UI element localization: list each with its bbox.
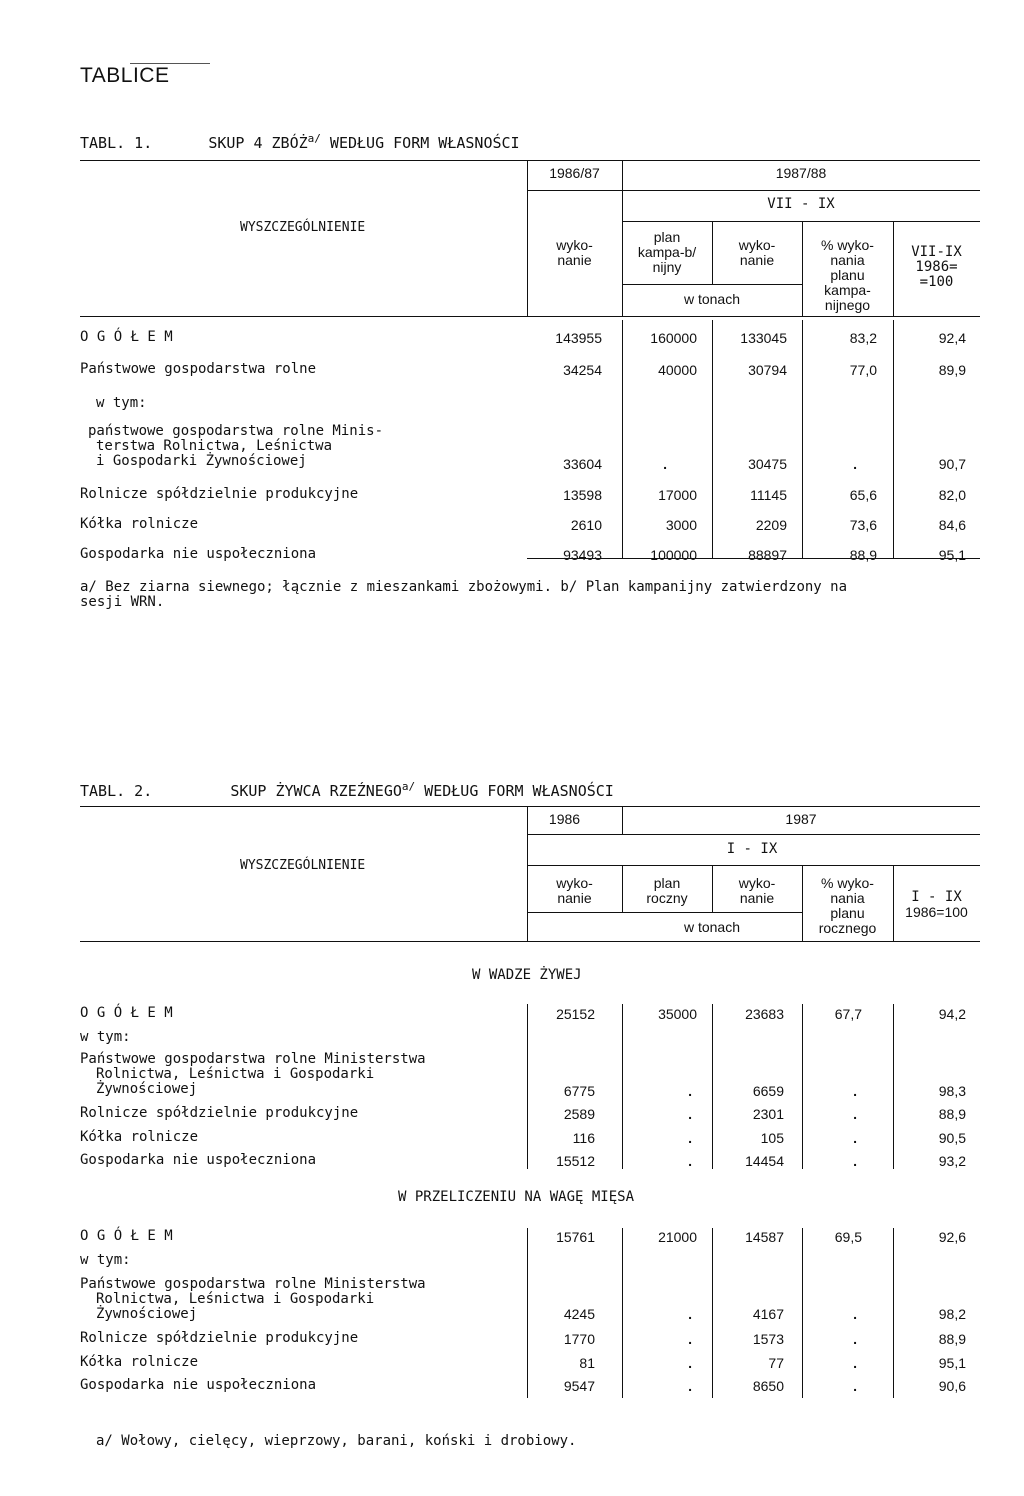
table2-header-1986: 1986 [548, 811, 581, 827]
row-label: O G Ó Ł E M [80, 329, 173, 345]
table1-title-footnote-ref: a/ [307, 132, 321, 145]
cell: 95,1 [938, 547, 966, 563]
row-label: Gospodarka nie uspołeczniona [80, 546, 317, 562]
cell: 23683 [745, 1006, 784, 1022]
table2-footnote: a/ Wołowy, cielęcy, wieprzowy, barani, koński i drobiowy. [96, 1433, 577, 1449]
cell: 11145 [750, 487, 787, 503]
table1-header-col2: plan kampa-b/ nijny [637, 229, 697, 275]
cell: 30794 [748, 362, 787, 378]
section-label-rule [130, 63, 210, 64]
cell: . [853, 1083, 857, 1099]
cell: . [853, 1355, 857, 1371]
cell: 65,6 [849, 487, 877, 503]
row-label: Rolnicze spółdzielnie produkcyjne [80, 1330, 359, 1346]
section-label: TABLICE [80, 64, 170, 87]
row-label: Państwowe gospodarstwa rolne Ministerstwa Rolnictwa, Leśnictwa i Gospodarki Żywnościowej [80, 1051, 426, 1097]
cell: 88,9 [849, 547, 877, 563]
cell: . [853, 456, 857, 472]
cell: 116 [572, 1130, 595, 1146]
cell: . [853, 1130, 857, 1146]
cell: . [688, 1331, 692, 1347]
row-label: Kółka rolnicze [80, 516, 199, 532]
table2-header-col4: % wyko- nania planu rocznego [818, 875, 877, 936]
cell: 15512 [556, 1153, 595, 1169]
cell: 2301 [752, 1106, 784, 1122]
row-label: O G Ó Ł E M [80, 1228, 173, 1244]
cell: . [688, 1306, 692, 1322]
table1-header-unit: w tonach [683, 291, 741, 307]
row-label: Państwowe gospodarstwa rolne Ministerstwa Rolnictwa, Leśnictwa i Gospodarki Żywnościowej [80, 1276, 426, 1322]
table2-section2-title: W PRZELICZENIU NA WAGĘ MIĘSA [398, 1189, 635, 1205]
cell: 88897 [748, 547, 787, 563]
cell: 133045 [740, 330, 787, 346]
cell: 2589 [563, 1106, 595, 1122]
cell: 92,4 [938, 330, 966, 346]
table1-number: TABL. 1. [80, 134, 153, 152]
cell: . [853, 1153, 857, 1169]
cell: 21000 [658, 1229, 697, 1245]
table2-number: TABL. 2. [80, 782, 153, 800]
cell: 160000 [650, 330, 697, 346]
cell: 6775 [563, 1083, 595, 1099]
table1-title-rest: WEDŁUG FORM WŁASNOŚCI [320, 134, 520, 152]
cell: . [688, 1355, 692, 1371]
table1-header-col3: wyko- nanie [738, 237, 776, 268]
table1-header-period: VII - IX [767, 196, 835, 212]
cell: . [853, 1331, 857, 1347]
row-label: Kółka rolnicze [80, 1129, 199, 1145]
cell: 143955 [555, 330, 602, 346]
cell: 8650 [752, 1378, 784, 1394]
cell: . [688, 1083, 692, 1099]
row-label: państwowe gospodarstwa rolne Minis- terstwa Rolnictwa, Leśnictwa i Gospodarki Żywnościowej [88, 423, 384, 469]
table1-header-col4: % wyko- nania planu kampa- nijnego [821, 237, 874, 313]
row-label: Kółka rolnicze [80, 1354, 199, 1370]
cell: 69,5 [834, 1229, 862, 1245]
cell: 30475 [748, 456, 787, 472]
cell: 4245 [563, 1306, 595, 1322]
table2-section1-title: W WADZE ŻYWEJ [472, 967, 582, 983]
cell: 77,0 [849, 362, 877, 378]
row-label: O G Ó Ł E M [80, 1005, 173, 1021]
cell: . [853, 1106, 857, 1122]
cell: 2610 [570, 517, 602, 533]
cell: . [688, 1130, 692, 1146]
cell: 6659 [752, 1083, 784, 1099]
cell: 105 [760, 1130, 784, 1146]
cell: 33604 [563, 456, 602, 472]
cell: 13598 [563, 487, 602, 503]
cell: 34254 [563, 362, 602, 378]
cell: 90,5 [938, 1130, 966, 1146]
table1-header-col5: VII-IX 1986= =100 [911, 244, 962, 290]
row-label-w-tym: w tym: [80, 1252, 131, 1268]
cell: 98,2 [938, 1306, 966, 1322]
cell: 25152 [556, 1006, 595, 1022]
cell: 2209 [755, 517, 787, 533]
cell: 77 [768, 1355, 784, 1371]
row-label: Rolnicze spółdzielnie produkcyjne [80, 1105, 359, 1121]
row-label-w-tym: w tym: [80, 1029, 131, 1045]
table1-header-1987-88: 1987/88 [775, 165, 827, 181]
table1-caption [80, 132, 520, 152]
table1-footnote: a/ Bez ziarna siewnego; łącznie z mieszankami zbożowymi. b/ Plan kampanijny zatwierdzony na sesji WRN. [80, 579, 848, 610]
table2-header-col5: I - IX 1986=100 [905, 889, 968, 920]
table2-header-col2: plan roczny [646, 875, 688, 906]
table2-title-footnote-ref: a/ [401, 780, 416, 793]
cell: 100000 [650, 547, 697, 563]
table2-stub-header: WYSZCZEGÓLNIENIE [240, 858, 366, 873]
row-label-w-tym: w tym: [96, 395, 147, 411]
cell: . [853, 1378, 857, 1394]
row-label: Państwowe gospodarstwa rolne [80, 361, 317, 377]
table2-header-period: I - IX [726, 841, 778, 857]
cell: . [663, 456, 667, 472]
cell: 94,2 [938, 1006, 966, 1022]
row-label: Gospodarka nie uspołeczniona [80, 1152, 317, 1168]
table1-stub-header: WYSZCZEGÓLNIENIE [240, 220, 366, 235]
table2-header-unit: w tonach [683, 919, 741, 935]
table2-header-col1: wyko- nanie [556, 875, 593, 906]
cell: 9547 [563, 1378, 595, 1394]
cell: 89,9 [938, 362, 966, 378]
cell: 93493 [563, 547, 602, 563]
cell: 73,6 [849, 517, 877, 533]
cell: 84,6 [938, 517, 966, 533]
cell: 98,3 [938, 1083, 966, 1099]
row-label: Rolnicze spółdzielnie produkcyjne [80, 486, 359, 502]
table1-header-1986-87: 1986/87 [549, 165, 600, 181]
cell: 14587 [745, 1229, 784, 1245]
cell: . [688, 1153, 692, 1169]
cell: . [688, 1106, 692, 1122]
cell: 4167 [752, 1306, 784, 1322]
cell: 88,9 [938, 1106, 966, 1122]
cell: 90,6 [938, 1378, 966, 1394]
cell: 82,0 [938, 487, 966, 503]
cell: 35000 [658, 1006, 697, 1022]
cell: 83,2 [849, 330, 877, 346]
table2-header-col3: wyko- nanie [738, 875, 776, 906]
table2-title: SKUP ŻYWCA RZEŹNEGO [230, 782, 402, 800]
cell: . [853, 1306, 857, 1322]
cell: 14454 [745, 1153, 784, 1169]
cell: 95,1 [938, 1355, 966, 1371]
cell: 67,7 [834, 1006, 862, 1022]
cell: 1573 [752, 1331, 784, 1347]
cell: 88,9 [938, 1331, 966, 1347]
table2-header-1987: 1987 [785, 811, 817, 827]
cell: 92,6 [938, 1229, 966, 1245]
cell: 40000 [658, 362, 697, 378]
cell: 15761 [556, 1229, 595, 1245]
row-label: Gospodarka nie uspołeczniona [80, 1377, 317, 1393]
cell: 1770 [563, 1331, 595, 1347]
cell: 3000 [665, 517, 697, 533]
table2-title-rest: WEDŁUG FORM WŁASNOŚCI [415, 782, 614, 800]
table1-header-col1: wyko- nanie [556, 237, 593, 268]
cell: . [688, 1378, 692, 1394]
cell: 81 [579, 1355, 595, 1371]
table1-title: SKUP 4 ZBÓŻ [208, 134, 308, 152]
cell: 90,7 [938, 456, 966, 472]
table2-caption [80, 780, 614, 800]
cell: 17000 [658, 487, 697, 503]
cell: 93,2 [938, 1153, 966, 1169]
